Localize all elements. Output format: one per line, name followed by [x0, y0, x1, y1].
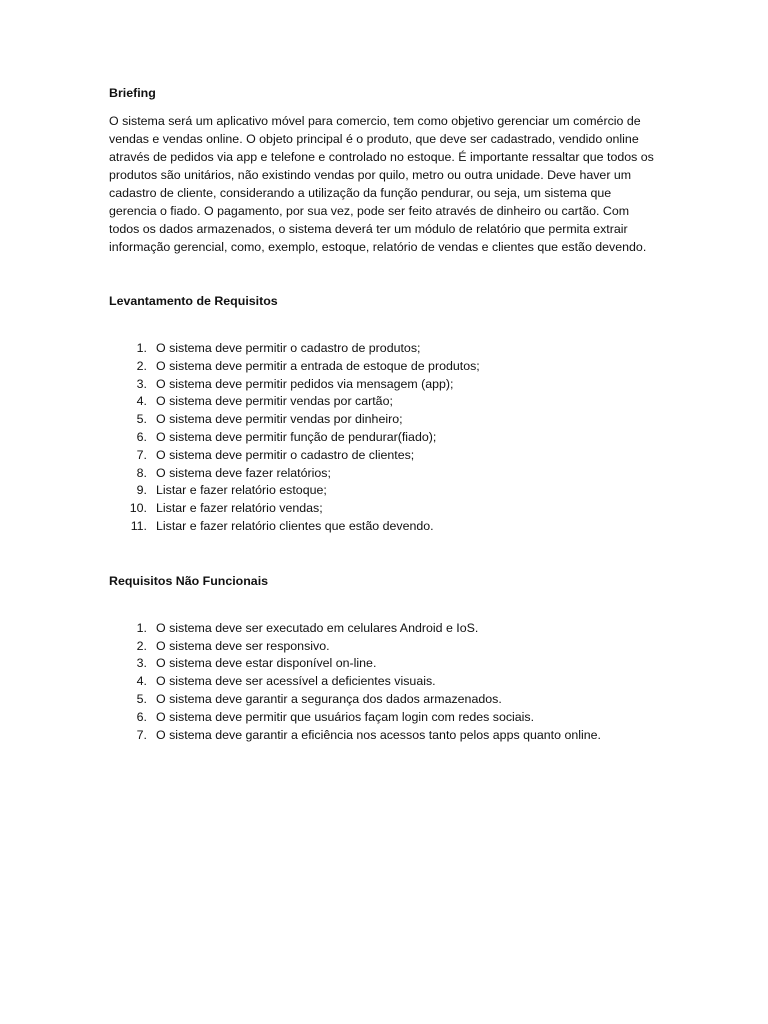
list-item — [109, 358, 654, 376]
list-item-number: 4. — [136, 674, 147, 689]
list-item-number: 11. — [130, 518, 147, 533]
list-item-number: 1. — [136, 620, 147, 635]
requisitos-list — [109, 340, 654, 536]
list-item — [109, 518, 654, 536]
list-item — [109, 376, 654, 394]
list-item-text: O sistema deve ser responsivo. — [156, 638, 330, 653]
list-item-number: 2. — [136, 638, 147, 653]
list-item-number: 5. — [136, 691, 147, 706]
document-content — [109, 84, 654, 744]
list-item-text: O sistema deve ser executado em celulares Android e IoS. — [156, 620, 479, 635]
list-item-text: O sistema deve estar disponível on-line. — [156, 656, 377, 671]
list-item-text: Listar e fazer relatório estoque; — [156, 483, 327, 498]
nao-funcionais-heading: Requisitos Não Funcionais — [109, 573, 269, 588]
nao-funcionais-section — [109, 572, 654, 745]
list-item-text: O sistema deve garantir a eficiência nos acessos tanto pelos apps quanto online. — [156, 727, 601, 742]
list-item-number: 3. — [136, 656, 147, 671]
briefing-paragraph: O sistema será um aplicativo móvel para comercio, tem como objetivo gerenciar um comércio de vendas e vendas online. O objeto principal é o produto, que deve ser cadastrado, vendido online através de pedidos via app e telefone e controlado no estoque. É importante ressaltar que todos os produtos são unitários, não existindo vendas por quilo, metro ou outra unidade. Deve haver um cadastro de cliente, considerando a utilização da função pendurar, ou seja, um sistema que gerencia o fiado. O pagamento, por sua vez, pode ser feito através de dinheiro ou cartão. Com todos os dados armazenados, o sistema deverá ter um módulo de relatório que permita extrair informação gerencial, como, exemplo, estoque, relatório de vendas e clientes que estão devendo. — [109, 114, 654, 254]
list-item — [109, 655, 654, 673]
list-item-number: 2. — [136, 358, 147, 373]
list-item — [109, 393, 654, 411]
list-item — [109, 673, 654, 691]
list-item-text: O sistema deve permitir função de pendurar(fiado); — [156, 429, 437, 444]
list-item — [109, 429, 654, 447]
list-item-number: 7. — [136, 447, 147, 462]
list-item-text: O sistema deve permitir vendas por dinheiro; — [156, 412, 403, 427]
list-item-number: 4. — [136, 394, 147, 409]
list-item — [109, 500, 654, 518]
requisitos-section — [109, 292, 654, 536]
list-item-number: 3. — [136, 376, 147, 391]
list-item-number: 8. — [136, 465, 147, 480]
list-item-text: O sistema deve permitir o cadastro de clientes; — [156, 447, 415, 462]
briefing-section — [109, 84, 654, 256]
list-item-number: 10. — [129, 501, 147, 516]
list-item-text: O sistema deve permitir pedidos via mensagem (app); — [156, 376, 454, 391]
list-item-number: 1. — [136, 341, 147, 355]
list-item-number: 6. — [136, 709, 147, 724]
list-item-text: O sistema deve garantir a segurança dos dados armazenados. — [156, 691, 502, 706]
list-item-number: 6. — [136, 429, 147, 444]
list-item — [109, 727, 654, 745]
list-item — [109, 411, 654, 429]
list-item-number: 9. — [136, 483, 147, 498]
list-item — [109, 482, 654, 500]
requisitos-heading: Levantamento de Requisitos — [109, 294, 278, 308]
list-item — [109, 340, 654, 358]
list-item-text: O sistema deve permitir que usuários façam login com redes sociais. — [156, 709, 535, 724]
briefing-heading: Briefing — [109, 86, 156, 100]
list-item — [109, 709, 654, 727]
list-item — [109, 447, 654, 465]
list-item-text: O sistema deve permitir vendas por cartão; — [156, 394, 393, 409]
list-item-text: O sistema deve permitir o cadastro de produtos; — [156, 341, 421, 355]
list-item-text: Listar e fazer relatório vendas; — [156, 501, 323, 516]
list-item — [109, 465, 654, 483]
list-item-text: O sistema deve ser acessível a deficientes visuais. — [156, 674, 436, 689]
list-item-number: 5. — [136, 412, 147, 427]
nao-funcionais-list — [109, 620, 654, 745]
list-item-text: Listar e fazer relatório clientes que estão devendo. — [156, 518, 434, 533]
list-item-number: 7. — [136, 727, 147, 742]
list-item-text: O sistema deve permitir a entrada de estoque de produtos; — [156, 358, 480, 373]
list-item — [109, 620, 654, 638]
list-item — [109, 691, 654, 709]
list-item — [109, 638, 654, 656]
list-item-text: O sistema deve fazer relatórios; — [156, 465, 331, 480]
